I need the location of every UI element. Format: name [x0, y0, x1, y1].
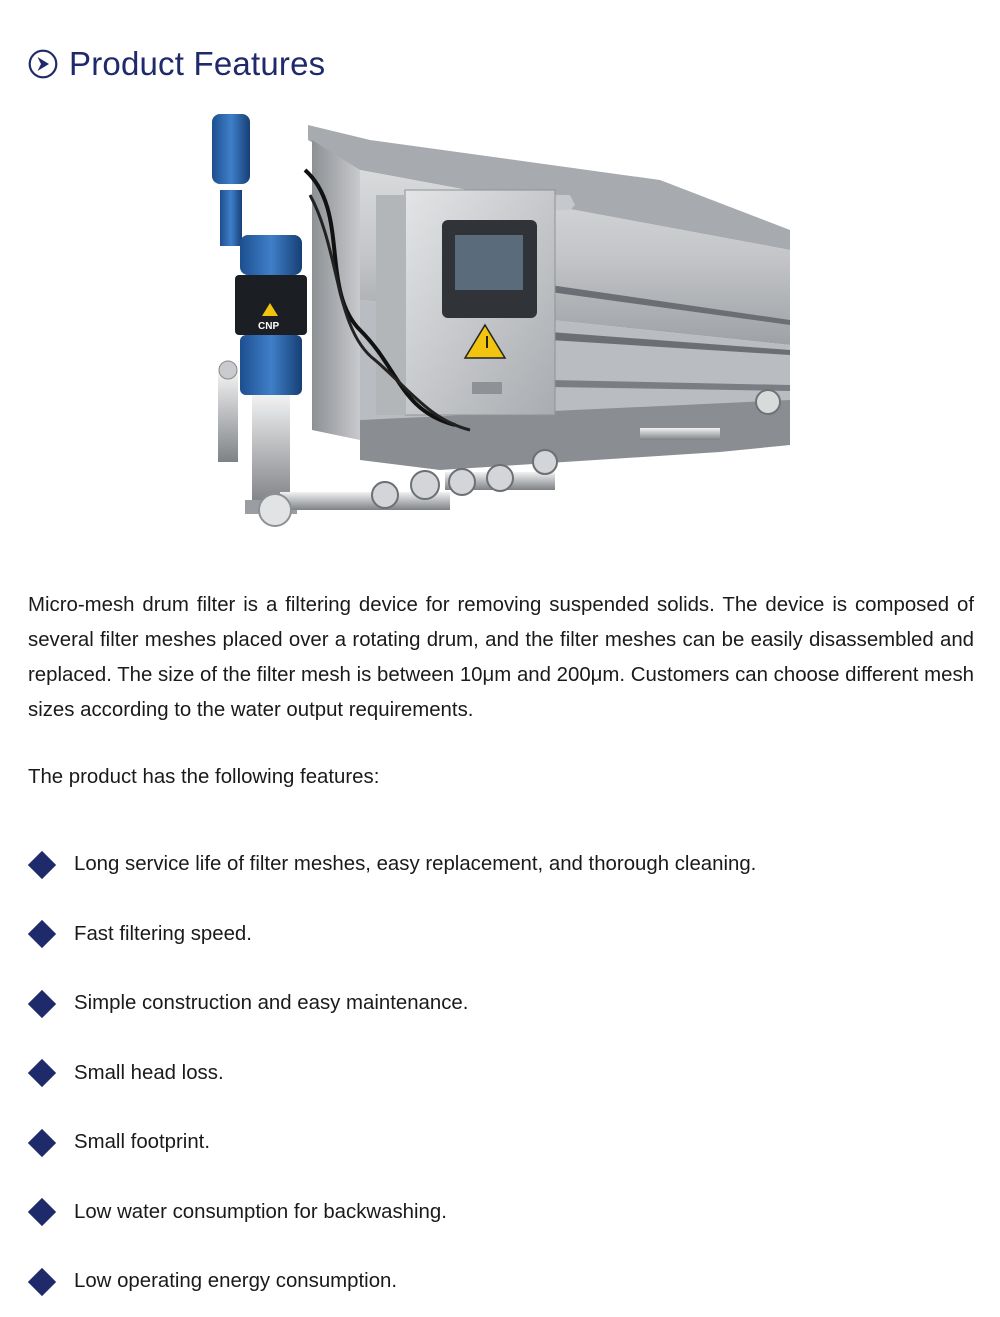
intro-paragraph: Micro-mesh drum filter is a filtering device for removing suspended solids. The device is composed of several filter meshes placed over a rotating drum, and the filter meshes can be easily disassembled and replaced. The size of the filter mesh is between 10μm and 200μm. Customers can choose different mesh sizes according to the water output requirements. [28, 594, 974, 721]
list-item [28, 1247, 756, 1317]
motor-brand-label: CNP [258, 321, 280, 332]
product-photo [200, 100, 800, 564]
diamond-bullet-icon [28, 1129, 56, 1157]
diamond-bullet-icon [28, 1059, 56, 1087]
diamond-bullet-icon [28, 920, 56, 948]
section-header [28, 22, 325, 106]
feature-text: Long service life of filter meshes, easy replacement, and thorough cleaning. [74, 853, 757, 876]
feature-text: Simple construction and easy maintenance. [74, 992, 469, 1015]
feature-list [28, 830, 756, 1317]
diamond-bullet-icon [28, 990, 56, 1018]
diamond-bullet-icon [28, 851, 56, 879]
feature-text: Low operating energy consumption. [74, 1270, 398, 1293]
feature-text: Low water consumption for backwashing. [74, 1200, 447, 1223]
list-item [28, 900, 756, 970]
list-item [28, 1178, 756, 1248]
list-item [28, 830, 756, 900]
list-item [28, 1039, 756, 1109]
diamond-bullet-icon [28, 1268, 56, 1296]
feature-text: Small footprint. [74, 1131, 210, 1154]
feature-text: Small head loss. [74, 1061, 224, 1084]
page-title: Product Features [69, 45, 326, 83]
diamond-bullet-icon [28, 1198, 56, 1226]
chevron-right-circle-icon [28, 49, 58, 79]
list-item [28, 969, 756, 1039]
list-item [28, 1108, 756, 1178]
feature-text: Fast filtering speed. [74, 922, 252, 945]
features-lead-text: The product has the following features: [28, 766, 380, 788]
